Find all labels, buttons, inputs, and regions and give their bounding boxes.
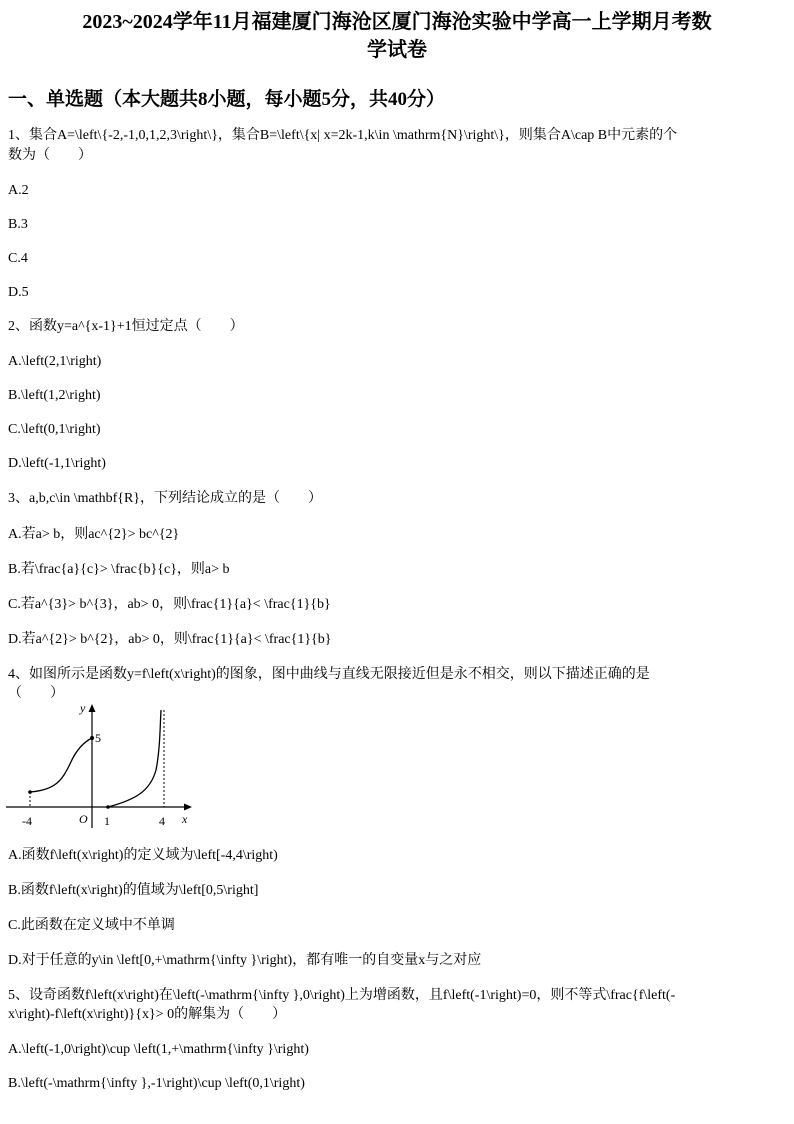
q1-option-d: D.5 — [8, 285, 29, 300]
q1-stem-line1: 1、集合A=\left\{-2,-1,0,1,2,3\right\}，集合B=\left\{x| x=2k-1,k\in \mathrm{N}\right\}，则集合A\cap B中元素的个 — [8, 128, 678, 143]
q2-option-c: C.\left(0,1\right) — [8, 422, 101, 437]
exam-title-line1: 2023~2024学年11月福建厦门海沧区厦门海沧实验中学高一上学期月考数 — [82, 11, 712, 33]
tick-label-4: 4 — [159, 814, 165, 828]
q2-stem: 2、函数y=a^{x-1}+1恒过定点（ ） — [8, 319, 244, 334]
x-axis-label: x — [182, 812, 188, 826]
exam-title-line2: 学试卷 — [367, 39, 427, 61]
q1-option-b: B.3 — [8, 217, 28, 232]
q3-option-a: A.若a> b，则ac^{2}> bc^{2} — [8, 527, 180, 542]
tick-label-1: 1 — [104, 814, 110, 828]
q5-option-b: B.\left(-\mathrm{\infty },-1\right)\cup \left(0,1\right) — [8, 1076, 305, 1091]
section-title: 一、单选题（本大题共8小题，每小题5分，共40分） — [8, 89, 446, 110]
q4-option-b: B.函数f\left(x\right)的值域为\left[0,5\right] — [8, 883, 259, 898]
origin-label: O — [79, 812, 88, 826]
point-1-0-dot — [106, 805, 110, 809]
q1-stem-line2: 数为（ ） — [8, 148, 92, 163]
q4-stem-line1: 4、如图所示是函数y=f\left(x\right)的图象，图中曲线与直线无限接近但是永不相交，则以下描述正确的是 — [8, 667, 650, 682]
q3-option-b: B.若\frac{a}{c}> \frac{b}{c}，则a> b — [8, 562, 230, 577]
q4-option-d: D.对于任意的y\in \left[0,+\mathrm{\infty }\right)，都有唯一的自变量x与之对应 — [8, 953, 482, 968]
left-branch-curve — [30, 738, 92, 792]
function-graph-figure — [4, 702, 200, 830]
q3-option-d: D.若a^{2}> b^{2}，ab> 0，则\frac{1}{a}< \frac{1}{b} — [8, 632, 332, 647]
q1-option-c: C.4 — [8, 251, 28, 266]
right-branch-curve — [108, 710, 161, 807]
q2-option-b: B.\left(1,2\right) — [8, 388, 101, 403]
x-axis-arrow — [184, 804, 192, 811]
point-0-5-dot — [90, 736, 94, 740]
left-endpoint-dot — [28, 790, 32, 794]
q4-stem-line2: （ ） — [8, 686, 64, 701]
q2-option-a: A.\left(2,1\right) — [8, 354, 102, 369]
q5-stem-line2: x\right)-f\left(x\right)}{x}> 0的解集为（ ） — [8, 1007, 287, 1022]
q1-option-a: A.2 — [8, 183, 29, 198]
q5-stem-line1: 5、设奇函数f\left(x\right)在\left(-\mathrm{\infty },0\right)上为增函数，且f\left(-1\right)=0，则不等式\frac{f\left(- — [8, 988, 676, 1003]
q3-option-c: C.若a^{3}> b^{3}，ab> 0，则\frac{1}{a}< \frac{1}{b} — [8, 597, 331, 612]
q2-option-d: D.\left(-1,1\right) — [8, 456, 106, 471]
q3-stem: 3、a,b,c\in \mathbf{R}，下列结论成立的是（ ） — [8, 491, 323, 506]
q4-option-a: A.函数f\left(x\right)的定义域为\left[-4,4\right) — [8, 848, 278, 863]
exam-title — [0, 8, 794, 64]
y-axis-label: y — [80, 702, 86, 715]
tick-label-5: 5 — [95, 731, 101, 745]
q4-option-c: C.此函数在定义域中不单调 — [8, 918, 175, 933]
q5-option-a: A.\left(-1,0\right)\cup \left(1,+\mathrm{\infty }\right) — [8, 1042, 309, 1057]
tick-label-neg4: -4 — [22, 814, 32, 828]
y-axis-arrow — [89, 704, 96, 712]
